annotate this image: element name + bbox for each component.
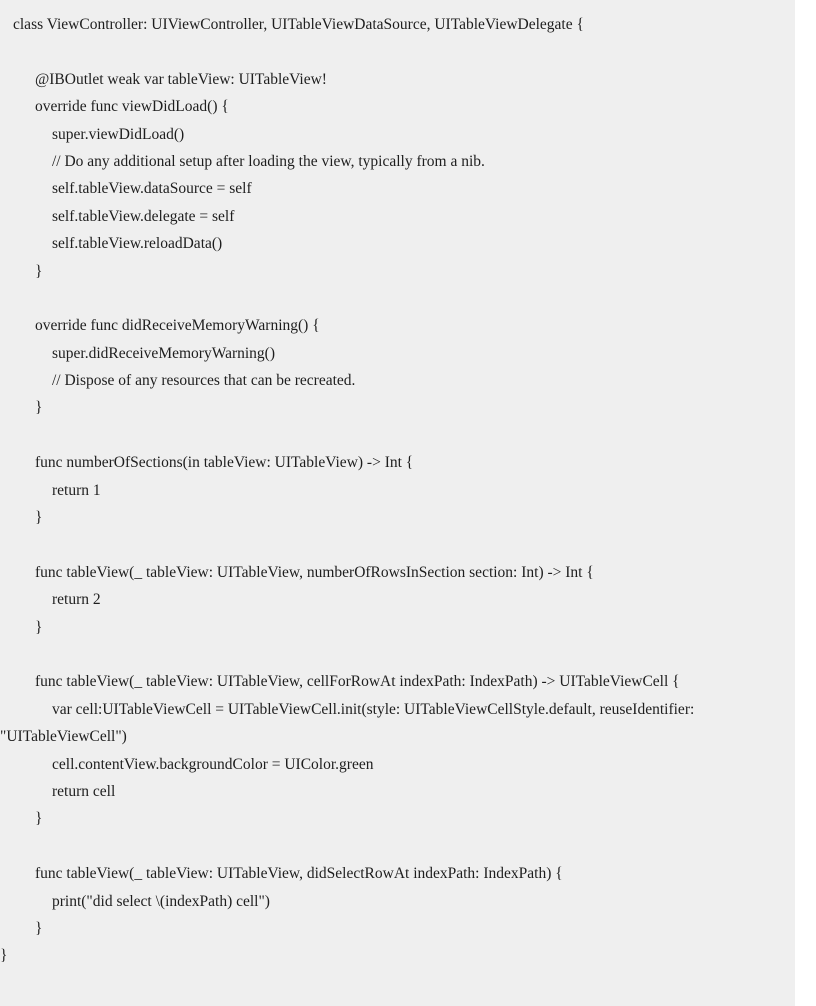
code-line: self.tableView.delegate = self [52,207,235,225]
code-line: return cell [52,782,116,800]
code-line-blank [0,531,795,558]
code-line-closing-brace: } [35,810,43,828]
code-line: class ViewController: UIViewController, UITableViewDataSource, UITableViewDelegate { [13,16,584,33]
code-line-blank [0,422,795,449]
code-line: func tableView(_ tableView: UITableView, numberOfRowsInSection section: Int) -> Int { [35,563,594,581]
code-line-closing-brace: } [0,947,8,965]
code-line-closing-brace: } [35,262,43,280]
code-line: func numberOfSections(in tableView: UITableView) -> Int { [35,454,414,472]
code-line-blank [0,833,795,860]
code-line-closing-brace: } [35,399,43,417]
code-line: return 1 [52,481,101,499]
code-line: @IBOutlet weak var tableView: UITableView! [35,70,327,88]
code-line-blank [0,38,795,65]
code-line-blank [0,285,795,312]
code-line: override func viewDidLoad() { [35,98,229,116]
code-line: super.didReceiveMemoryWarning() [52,344,276,362]
code-line: print("did select \(indexPath) cell") [52,892,270,910]
code-line: self.tableView.reloadData() [52,235,223,253]
code-line-closing-brace: } [35,618,43,636]
code-line: return 2 [52,591,101,609]
code-line: override func didReceiveMemoryWarning() { [35,317,320,335]
code-comment-line: // Dispose of any resources that can be recreated. [52,372,356,390]
code-line: func tableView(_ tableView: UITableView, didSelectRowAt indexPath: IndexPath) { [35,865,563,883]
code-line: cell.contentView.backgroundColor = UIColor.green [52,755,374,773]
code-comment-line: // Do any additional setup after loading the view, typically from a nib. [52,152,485,170]
code-line: var cell:UITableViewCell = UITableViewCell.init(style: UITableViewCellStyle.default, reuseIdentifier: [52,700,695,718]
code-line: self.tableView.dataSource = self [52,180,252,198]
code-line-closing-brace: } [35,919,43,937]
code-line-closing-brace: } [35,509,43,527]
code-line: func tableView(_ tableView: UITableView, cellForRowAt indexPath: IndexPath) -> UITableViewCell { [35,673,680,691]
code-line-wrapped: "UITableViewCell") [0,728,127,746]
code-line-blank [0,641,795,668]
code-line: super.viewDidLoad() [52,125,185,143]
